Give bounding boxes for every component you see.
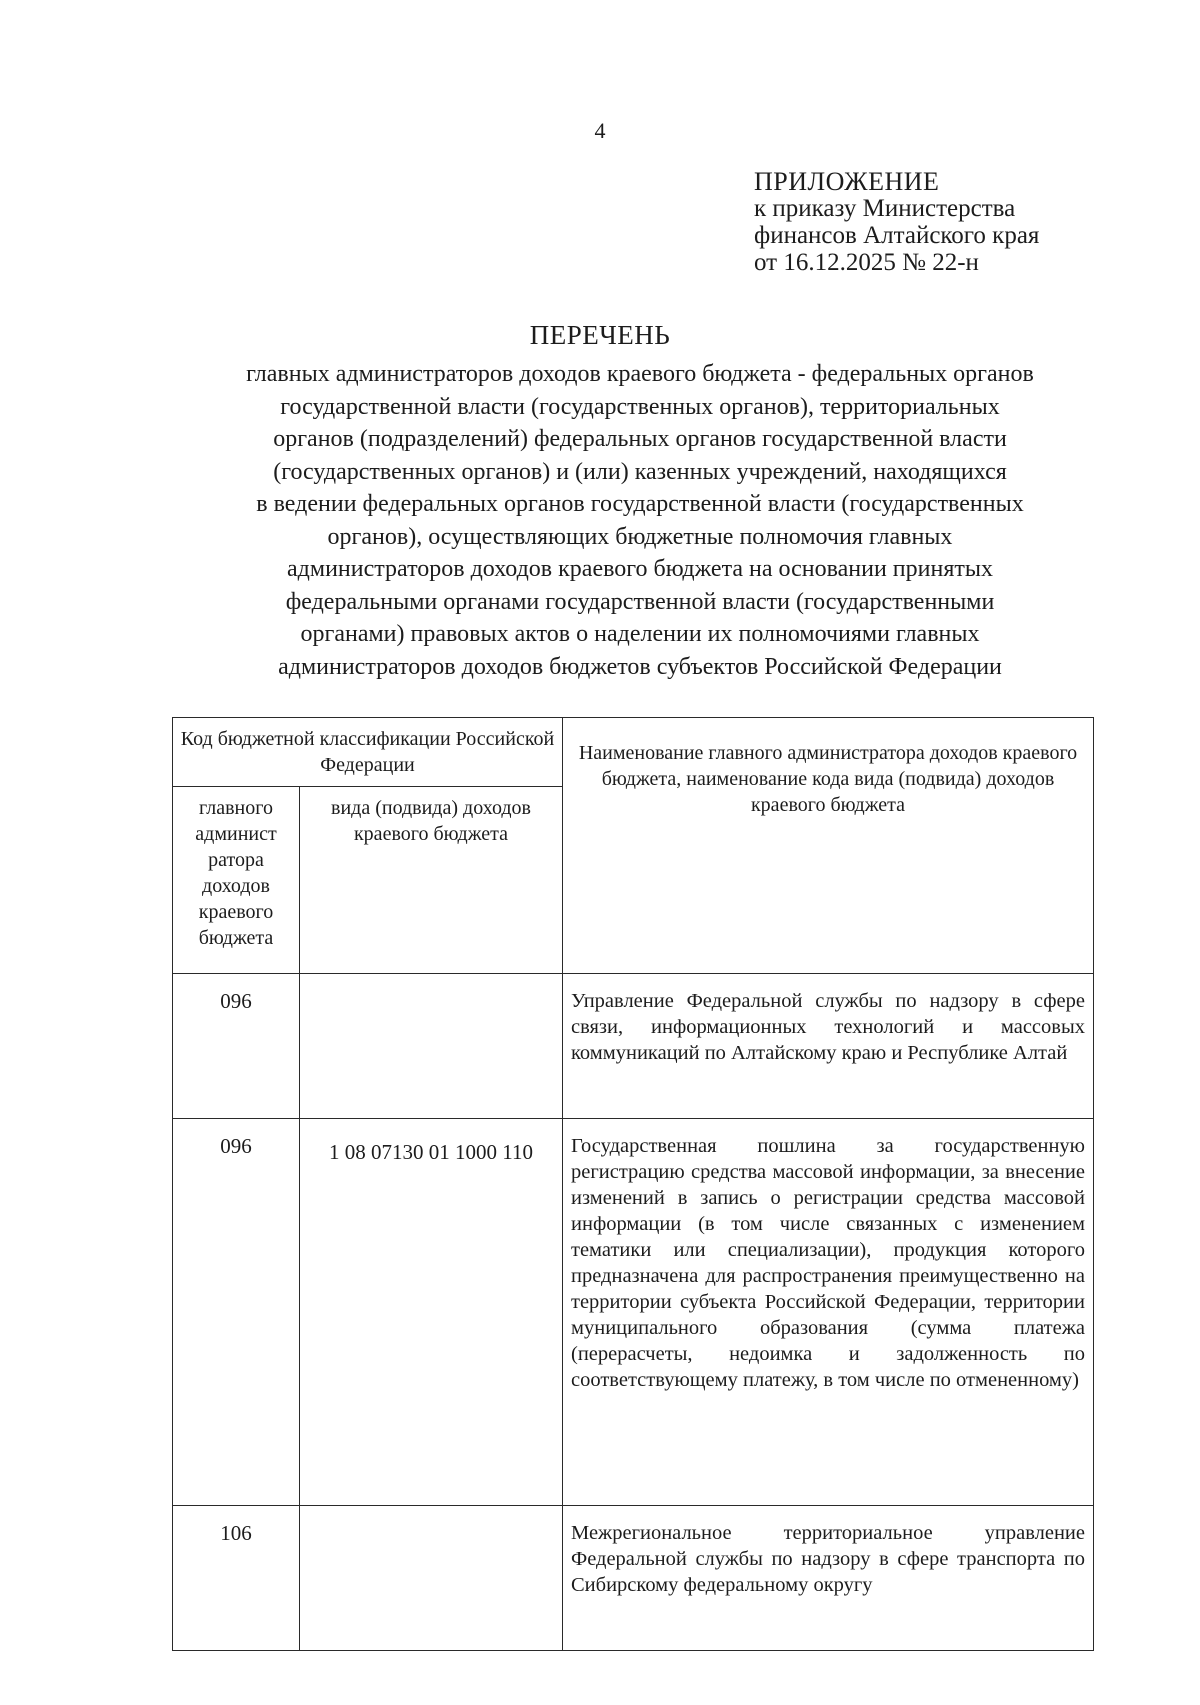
subtitle-line: в ведении федеральных органов государственной власти (государственных [256,491,1024,517]
administrator-name-cell: Межрегиональное территориальное управление Федеральной службы по надзору в сфере транспорта по Сибирскому федеральному округу [563,1506,1094,1651]
appendix-line-1: к приказу Министерства [754,195,1016,222]
list-subtitle [170,358,1110,683]
revenue-administrators-table [172,717,1094,1651]
table-row [173,1506,1094,1651]
subtitle-line: администраторов доходов краевого бюджета на основании принятых [287,556,993,582]
appendix-line-3: от 16.12.2025 № 22-н [754,249,979,276]
subtitle-line: администраторов доходов бюджетов субъектов Российской Федерации [278,653,1002,680]
admin-code-cell: 096 [173,1119,300,1506]
subtitle-line: (государственных органов) и (или) казенных учреждений, находящихся [273,458,1007,485]
revenue-code-cell: 1 08 07130 01 1000 110 [300,1119,563,1506]
table-header-row-1 [173,718,1094,787]
appendix-title: ПРИЛОЖЕНИЕ [754,167,940,196]
table-row [173,974,1094,1119]
list-title: ПЕРЕЧЕНЬ [529,320,671,350]
admin-code-cell: 106 [173,1506,300,1651]
header-code-cell: вида (подвида) доходов краевого бюджета [300,787,563,974]
revenue-code-cell [300,974,563,1119]
header-admin-cell: главного админист ратора доходов краевого бюджета [173,787,300,974]
subtitle-line: главных администраторов доходов краевого бюджета - федеральных органов [246,361,1034,387]
appendix-line-2: финансов Алтайского края [754,222,1040,249]
subtitle-line: государственной власти (государственных органов), территориальных [280,393,1000,420]
revenue-code-cell [300,1506,563,1651]
appendix-block [754,168,1039,276]
header-name-cell: Наименование главного администратора доходов краевого бюджета, наименование кода вида (подвида) доходов краевого бюджета [563,718,1094,974]
table-row [173,1119,1094,1506]
subtitle-line: органами) правовых актов о наделении их полномочиями главных [300,621,980,647]
subtitle-line: органов (подразделений) федеральных органов государственной власти [273,426,1007,452]
admin-code-cell: 096 [173,974,300,1119]
subtitle-line: органов), осуществляющих бюджетные полномочия главных [327,523,953,550]
page-number: 4 [594,118,606,143]
header-group-cell: Код бюджетной классификации Российской Федерации [173,718,563,787]
subtitle-line: федеральными органами государственной власти (государственными [285,588,995,615]
administrator-name-cell: Управление Федеральной службы по надзору в сфере связи, информационных технологий и массовых коммуникаций по Алтайскому краю и Республике Алтай [563,974,1094,1119]
revenue-name-cell: Государственная пошлина за государственную регистрацию средства массовой информации, за внесение изменений в запись о регистрации средства массовой информации (в том числе связанных с изменением тематики или специализации), продукция которого предназначена для распространения преимущественно на территории субъекта Российской Федерации, территории муниципального образования (сумма платежа (перерасчеты, недоимка и задолженность по соответствующему платежу, в том числе по отмененному) [563,1119,1094,1506]
